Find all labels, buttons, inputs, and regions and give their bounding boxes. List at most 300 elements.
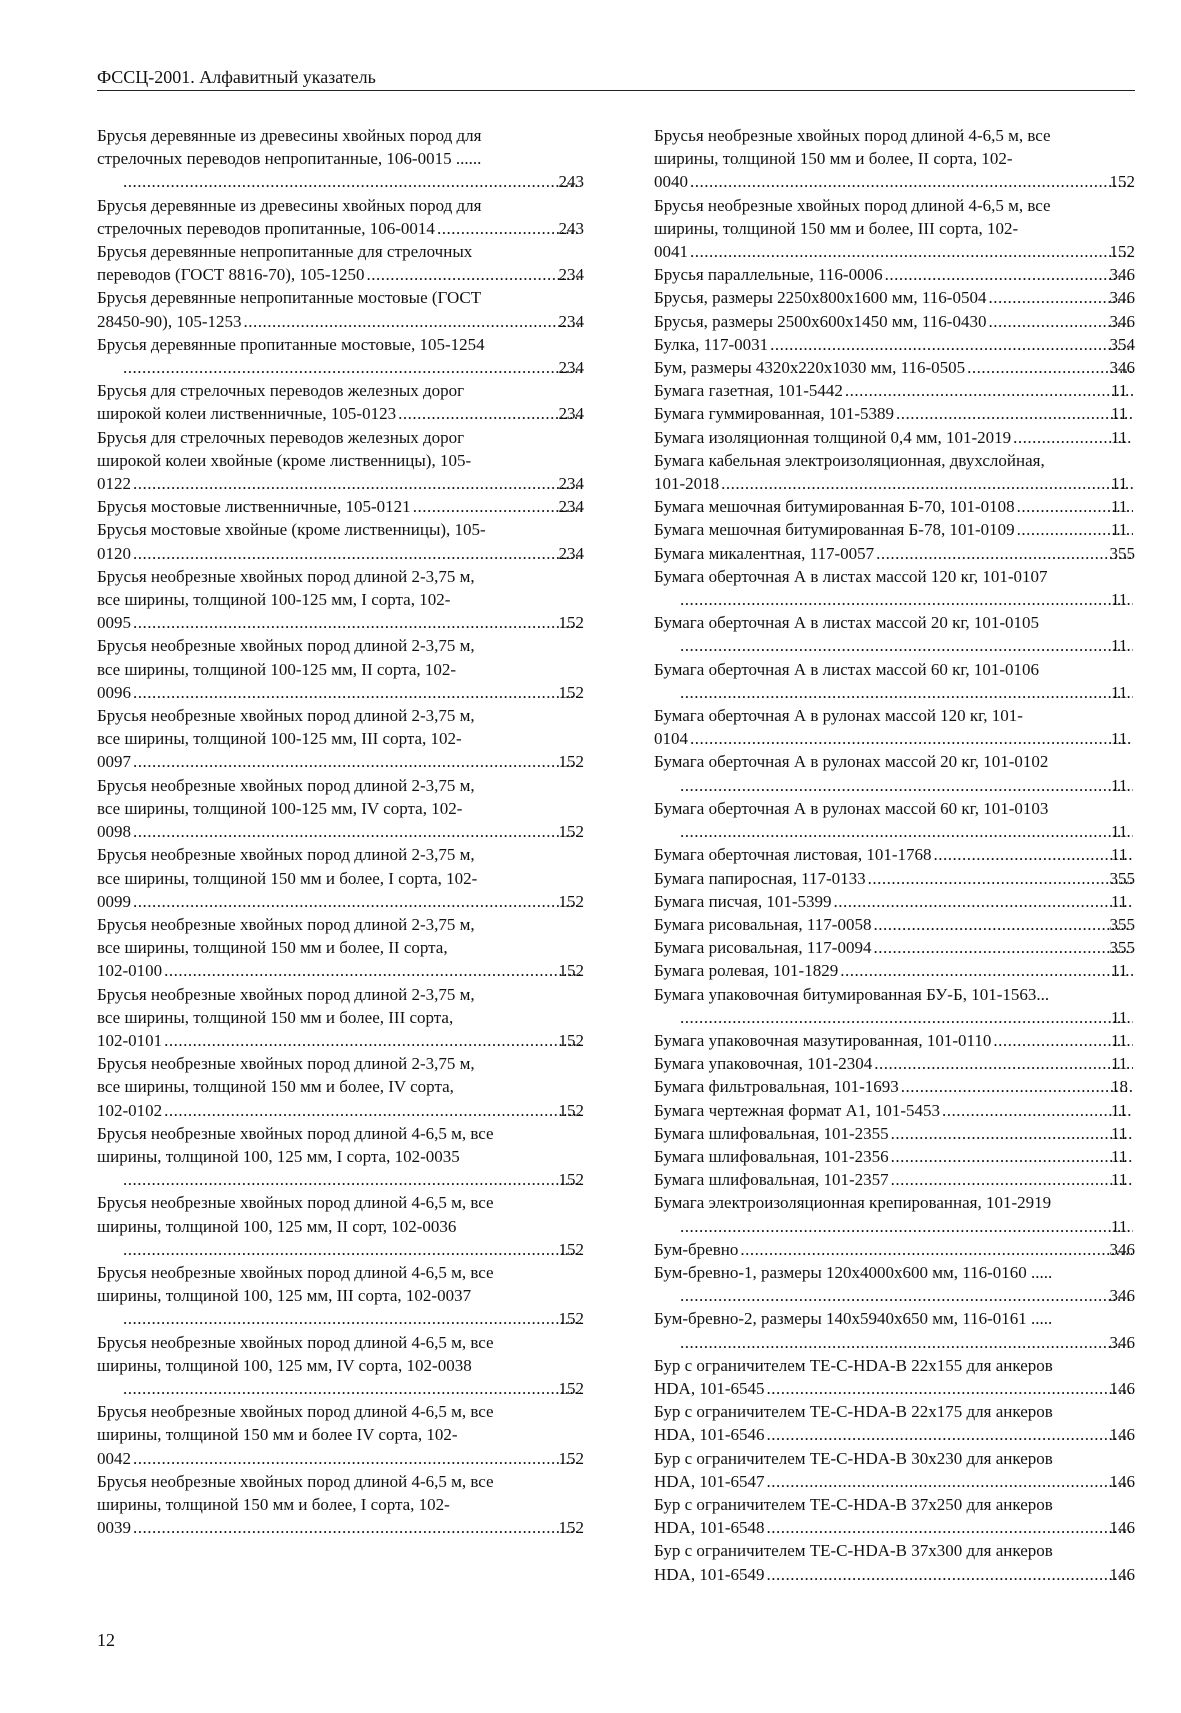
entry-leader-line	[97, 750, 584, 773]
index-entry	[654, 867, 1135, 890]
entry-text-tail: 102-0101	[97, 1030, 163, 1050]
dot-leader	[133, 750, 581, 773]
index-entry	[97, 1122, 584, 1192]
dot-leader	[133, 820, 581, 843]
entry-text-line: ширины, толщиной 150 мм и более, I сорта, 102-	[97, 1494, 450, 1514]
entry-text-tail: Бумага изоляционная толщиной 0,4 мм, 101-2019	[654, 427, 1012, 447]
entry-leader-line	[97, 472, 584, 495]
entry-text-line: Брусья необрезные хвойных пород длиной 2-3,75 м,	[97, 706, 475, 726]
entry-page-number: 346	[1109, 288, 1135, 308]
entry-page-number: 243	[558, 172, 584, 192]
entry-page-number: 146	[1109, 1425, 1135, 1445]
entry-text-line: Брусья деревянные непропитанные для стрелочных	[97, 242, 473, 262]
dot-leader	[367, 263, 581, 286]
entry-page-number: 152	[558, 752, 584, 772]
entry-text-line: Брусья деревянные непропитанные мостовые (ГОСТ	[97, 288, 482, 308]
entry-leader-line	[97, 681, 584, 704]
index-entry	[654, 333, 1135, 356]
entry-text-line: Бумага электроизоляционная крепированная, 101-2919	[654, 1193, 1052, 1213]
entry-leader-line	[654, 1563, 1135, 1586]
entry-page-number: 346	[1109, 311, 1135, 331]
dot-leader	[164, 959, 580, 982]
dot-leader	[767, 1563, 1132, 1586]
index-entry	[97, 1261, 584, 1331]
index-entry	[654, 1238, 1135, 1261]
entry-page-number: 355	[1109, 914, 1135, 934]
index-entry	[654, 542, 1135, 565]
entry-leader-line	[97, 217, 584, 240]
entry-page-number: 346	[1109, 1239, 1135, 1259]
entry-text-tail: 101-2018	[654, 474, 720, 494]
entry-leader-line: Бумага шлифовальная, 101-2357 ..... 11	[678, 1168, 1135, 1191]
index-entry	[97, 983, 584, 1053]
dot-leader	[934, 843, 1133, 866]
entry-leader-line	[654, 1238, 1135, 1261]
entry-text-line: все ширины, толщиной 150 мм и более, IV сорта,	[97, 1077, 454, 1097]
dot-leader	[767, 1377, 1132, 1400]
entry-leader-line: ..... 11	[678, 634, 1135, 657]
entry-text-tail: Брусья параллельные, 116-0006	[654, 265, 883, 285]
dot-leader	[690, 170, 1132, 193]
entry-leader-line	[97, 495, 584, 518]
entry-leader-line	[654, 286, 1135, 309]
entry-leader-line	[654, 310, 1135, 333]
dot-leader	[740, 1238, 1131, 1261]
entry-text-line: Брусья деревянные из древесины хвойных пород для	[97, 126, 482, 145]
entry-text-line: все ширины, толщиной 100-125 мм, I сорта, 102-	[97, 590, 451, 610]
entry-text-line: ширины, толщиной 100, 125 мм, IV сорта, 102-0038	[97, 1355, 472, 1375]
entry-page-number: 355	[1109, 938, 1135, 958]
entry-leader-line	[97, 1099, 584, 1122]
entry-text-line: Бумага кабельная электроизоляционная, двухслойная,	[654, 450, 1045, 470]
entry-text-line: стрелочных переводов непропитанные, 106-0015 ......	[97, 149, 482, 169]
index-entry	[97, 774, 584, 844]
index-entry	[654, 1099, 1135, 1122]
entry-text-tail: Бумага оберточная листовая, 101-1768	[654, 845, 932, 865]
entry-page-number: 146	[1109, 1471, 1135, 1491]
index-entry	[97, 1470, 584, 1540]
entry-page-number: 146	[1109, 1378, 1135, 1398]
dot-leader	[123, 356, 581, 379]
entry-leader-line: Бумага изоляционная толщиной 0,4 мм, 101-2019 ..... 11	[678, 426, 1135, 449]
dot-leader	[133, 1447, 581, 1470]
index-entry	[654, 959, 1135, 982]
entry-leader-line	[121, 170, 584, 193]
entry-text-line: Бур с ограничителем TE-C-HDA-B 37x250 для анкеров	[654, 1494, 1053, 1514]
entry-text-tail: 0098	[97, 822, 131, 842]
entry-text-tail: Бумага шлифовальная, 101-2356	[654, 1146, 889, 1166]
entry-page-number: 152	[558, 961, 584, 981]
index-entry	[97, 1191, 584, 1261]
entry-text-tail: Бумага мешочная битумированная Б-70, 101-0108	[654, 497, 1015, 517]
dot-leader	[123, 1238, 581, 1261]
dot-leader	[840, 959, 1133, 982]
dot-leader	[680, 1331, 1132, 1354]
entry-leader-line	[654, 356, 1135, 379]
entry-leader-line	[121, 1377, 584, 1400]
entry-text-line: широкой колеи хвойные (кроме лиственницы), 105-	[97, 450, 472, 470]
index-entry	[654, 1493, 1135, 1539]
index-entry	[97, 379, 584, 425]
entry-text-line: Брусья для стрелочных переводов железных дорог	[97, 427, 465, 447]
entry-text-line: Бур с ограничителем TE-C-HDA-B 22x175 для анкеров	[654, 1402, 1053, 1422]
dot-leader	[834, 890, 1133, 913]
entry-text-line: все ширины, толщиной 100-125 мм, III сорта, 102-	[97, 729, 462, 749]
index-entry	[654, 495, 1135, 518]
entry-page-number: 152	[558, 1378, 584, 1398]
entry-text-line: Брусья мостовые хвойные (кроме лиственницы), 105-	[97, 520, 486, 540]
entry-leader-line: Бумага мешочная битумированная Б-78, 101-0109 ..... 11	[678, 518, 1135, 541]
entry-text-line: Брусья необрезные хвойных пород длиной 2-3,75 м,	[97, 914, 475, 934]
entry-text-tail: HDA, 101-6549	[654, 1564, 765, 1584]
dot-leader	[873, 936, 1131, 959]
entry-page-number: 346	[1109, 358, 1135, 378]
index-entry	[654, 1307, 1135, 1353]
entry-text-line: Брусья необрезные хвойных пород длиной 2-3,75 м,	[97, 1054, 475, 1074]
entry-leader-line	[97, 820, 584, 843]
entry-page-number: 152	[558, 1448, 584, 1468]
header-title: ФССЦ-2001. Алфавитный указатель	[97, 67, 376, 87]
entry-page-number: 234	[558, 265, 584, 285]
index-entry	[654, 797, 1135, 843]
entry-leader-line	[97, 959, 584, 982]
entry-text-tail: Брусья, размеры 2500x600x1450 мм, 116-0430	[654, 311, 987, 331]
index-entry	[654, 1052, 1135, 1075]
entry-leader-line: Бумага шлифовальная, 101-2355 ..... 11	[678, 1122, 1135, 1145]
entry-text-tail: стрелочных переводов пропитанные, 106-0014	[97, 218, 435, 238]
entry-text-tail: 0122	[97, 474, 131, 494]
entry-text-line: Бум-бревно-2, размеры 140x5940x650 мм, 116-0161 .....	[654, 1309, 1053, 1329]
entry-text-line: ширины, толщиной 100, 125 мм, III сорта, 102-0037	[97, 1286, 472, 1306]
entry-text-line: ширины, толщиной 100, 125 мм, I сорта, 102-0035	[97, 1146, 460, 1166]
entry-page-number: 234	[558, 474, 584, 494]
dot-leader	[680, 774, 1133, 797]
entry-page-number: 152	[558, 1100, 584, 1120]
index-entry	[654, 565, 1135, 611]
entry-page-number: 152	[558, 613, 584, 633]
dot-leader	[721, 472, 1133, 495]
dot-leader	[868, 867, 1132, 890]
dot-leader	[133, 611, 581, 634]
index-entry	[97, 286, 584, 332]
index-entry	[97, 1052, 584, 1122]
entry-text-line: Бумага упаковочная битумированная БУ-Б, 101-1563...	[654, 984, 1050, 1004]
dot-leader	[133, 472, 581, 495]
entry-text-tail: широкой колеи лиственничные, 105-0123	[97, 404, 397, 424]
entry-text-line: Брусья необрезные хвойных пород длиной 4-6,5 м, все	[97, 1193, 494, 1213]
entry-leader-line	[97, 310, 584, 333]
dot-leader	[896, 402, 1133, 425]
entry-leader-line	[121, 1307, 584, 1330]
entry-text-line: Брусья необрезные хвойных пород длиной 4-6,5 м, все	[97, 1332, 494, 1352]
index-entry	[654, 402, 1135, 425]
index-entry	[654, 750, 1135, 796]
entry-text-tail: 0095	[97, 613, 131, 633]
entry-text-tail: Булка, 117-0031	[654, 334, 769, 354]
entry-text-tail: Бумага рисовальная, 117-0058	[654, 914, 872, 934]
entry-leader-line	[678, 1284, 1135, 1307]
entry-text-line: Бумага оберточная А в рулонах массой 120 кг, 101-	[654, 706, 1023, 726]
entry-text-line: Брусья необрезные хвойных пород длиной 2-3,75 м,	[97, 984, 475, 1004]
entry-leader-line: Бумага фильтровальная, 101-1693 ..... 18	[678, 1075, 1135, 1098]
entry-text-line: Бур с ограничителем TE-C-HDA-B 22x155 для анкеров	[654, 1355, 1053, 1375]
entry-leader-line	[654, 936, 1135, 959]
entry-text-line: Бумага оберточная А в рулонах массой 20 кг, 101-0102	[654, 752, 1049, 772]
entry-leader-line: ..... 11	[678, 820, 1135, 843]
entry-leader-line	[97, 542, 584, 565]
dot-leader	[767, 1423, 1132, 1446]
dot-leader	[123, 1377, 581, 1400]
page-header	[97, 66, 1135, 91]
entry-leader-line: 101-2018 ..... 11	[678, 472, 1135, 495]
index-entry	[97, 1400, 584, 1470]
entry-page-number: 355	[1109, 543, 1135, 563]
dot-leader	[133, 681, 581, 704]
entry-text-tail: 102-0100	[97, 961, 163, 981]
entry-text-line: Брусья необрезные хвойных пород длиной 4-6,5 м, все	[654, 195, 1051, 215]
entry-leader-line	[97, 1029, 584, 1052]
index-entry	[654, 1354, 1135, 1400]
entry-text-tail: Бум, размеры 4320x220x1030 мм, 116-0505	[654, 358, 966, 378]
entry-leader-line	[654, 240, 1135, 263]
index-entry	[654, 936, 1135, 959]
entry-leader-line: ..... 11	[678, 588, 1135, 611]
dot-leader	[680, 634, 1133, 657]
entry-text-tail: Бумага шлифовальная, 101-2357	[654, 1170, 889, 1190]
entry-page-number: 234	[558, 543, 584, 563]
index-entry	[654, 1400, 1135, 1446]
index-entry	[97, 1331, 584, 1401]
entry-leader-line: ..... 11	[678, 1215, 1135, 1238]
index-entry	[654, 1261, 1135, 1307]
dot-leader	[680, 1215, 1133, 1238]
entry-leader-line	[654, 1377, 1135, 1400]
dot-leader	[680, 820, 1133, 843]
dot-leader	[967, 356, 1131, 379]
entry-text-line: Брусья необрезные хвойных пород длиной 4-6,5 м, все	[654, 126, 1051, 145]
dot-leader	[891, 1168, 1133, 1191]
entry-text-tail: Бумага чертежная формат А1, 101-5453	[654, 1100, 940, 1120]
entry-text-tail: Бумага папиросная, 117-0133	[654, 868, 866, 888]
index-entry	[97, 634, 584, 704]
entry-text-line: Брусья деревянные из древесины хвойных пород для	[97, 195, 482, 215]
entry-text-line: ширины, толщиной 100, 125 мм, II сорт, 102-0036	[97, 1216, 457, 1236]
dot-leader	[770, 333, 1131, 356]
index-entry	[654, 194, 1135, 264]
entry-text-tail: HDA, 101-6546	[654, 1425, 765, 1445]
entry-leader-line	[654, 542, 1135, 565]
entry-text-line: Бур с ограничителем TE-C-HDA-B 37x300 для анкеров	[654, 1541, 1053, 1561]
entry-text-line: Брусья необрезные хвойных пород длиной 4-6,5 м, все	[97, 1471, 494, 1491]
entry-leader-line	[97, 1447, 584, 1470]
entry-leader-line: Бумага упаковочная мазутированная, 101-0110 ..... 11	[678, 1029, 1135, 1052]
entry-text-tail: Бумага шлифовальная, 101-2355	[654, 1123, 889, 1143]
entry-leader-line	[97, 1516, 584, 1539]
entry-text-line: ширины, толщиной 150 мм и более, II сорта, 102-	[654, 149, 1013, 169]
entry-text-line: Брусья деревянные пропитанные мостовые, 105-1254	[97, 334, 485, 354]
index-entry	[97, 240, 584, 286]
entry-text-tail: Бумага фильтровальная, 101-1693	[654, 1077, 899, 1097]
entry-text-tail: 0042	[97, 1448, 131, 1468]
entry-page-number: 152	[1109, 242, 1135, 262]
index-entry	[654, 1145, 1135, 1168]
dot-leader	[133, 542, 581, 565]
entry-text-tail: 0099	[97, 891, 131, 911]
entry-text-line: Бумага оберточная А в листах массой 120 кг, 101-0107	[654, 566, 1048, 586]
index-entry	[654, 1122, 1135, 1145]
entry-leader-line	[97, 263, 584, 286]
entry-text-line: Брусья необрезные хвойных пород длиной 4-6,5 м, все	[97, 1402, 494, 1422]
index-entry	[654, 890, 1135, 913]
entry-text-tail: Бумага упаковочная, 101-2304	[654, 1054, 873, 1074]
entry-text-line: ширины, толщиной 150 мм и более, III сорта, 102-	[654, 218, 1019, 238]
entry-leader-line	[97, 890, 584, 913]
dot-leader	[901, 1075, 1133, 1098]
entry-leader-line: Бумага ролевая, 101-1829 ..... 11	[678, 959, 1135, 982]
entry-leader-line: ..... 11	[678, 774, 1135, 797]
entry-text-line: все ширины, толщиной 150 мм и более, III сорта,	[97, 1007, 454, 1027]
dot-leader	[680, 681, 1133, 704]
index-entry	[654, 704, 1135, 750]
entry-text-tail: HDA, 101-6545	[654, 1378, 765, 1398]
dot-leader	[680, 1006, 1133, 1029]
entry-text-line: Брусья необрезные хвойных пород длиной 4-6,5 м, все	[97, 1262, 494, 1282]
entry-page-number: 146	[1109, 1564, 1135, 1584]
index-entry	[654, 913, 1135, 936]
index-entry	[97, 518, 584, 564]
entry-page-number: 152	[1109, 172, 1135, 192]
index-entry	[654, 658, 1135, 704]
entry-leader-line: Бумага упаковочная, 101-2304 ..... 11	[678, 1052, 1135, 1075]
index-entry	[654, 263, 1135, 286]
entry-leader-line: Бумага писчая, 101-5399 ..... 11	[678, 890, 1135, 913]
entry-text-tail: 28450-90), 105-1253	[97, 311, 242, 331]
dot-leader	[243, 310, 580, 333]
entry-text-line: Бумага оберточная А в рулонах массой 60 кг, 101-0103	[654, 798, 1049, 818]
entry-text-tail: Бум-бревно	[654, 1239, 739, 1259]
entry-text-line: Брусья необрезные хвойных пород длиной 4-6,5 м, все	[97, 1123, 494, 1143]
entry-text-tail: 0096	[97, 682, 131, 702]
dot-leader	[164, 1099, 580, 1122]
dot-leader	[891, 1145, 1133, 1168]
entry-page-number: 355	[1109, 868, 1135, 888]
entry-text-tail: Бумага микалентная, 117-0057	[654, 543, 875, 563]
dot-leader	[413, 495, 581, 518]
entry-text-line: Брусья необрезные хвойных пород длиной 2-3,75 м,	[97, 636, 475, 656]
dot-leader	[876, 542, 1131, 565]
dot-leader	[123, 170, 581, 193]
index-entry	[654, 1191, 1135, 1237]
entry-page-number: 234	[558, 497, 584, 517]
entry-leader-line: Бумага оберточная листовая, 101-1768 ..... 11	[678, 843, 1135, 866]
entry-page-number: 152	[558, 1309, 584, 1329]
entry-text-tail: Бумага рисовальная, 117-0094	[654, 938, 872, 958]
entry-text-tail: Бумага писчая, 101-5399	[654, 891, 832, 911]
entry-text-tail: Бумага гуммированная, 101-5389	[654, 404, 895, 424]
entry-leader-line	[654, 333, 1135, 356]
entry-page-number: 346	[1109, 1286, 1135, 1306]
entry-page-number: 243	[558, 218, 584, 238]
dot-leader	[133, 890, 581, 913]
index-entry	[97, 495, 584, 518]
dot-leader	[767, 1470, 1132, 1493]
index-entry	[654, 310, 1135, 333]
index-entry	[97, 124, 584, 194]
dot-leader	[123, 1168, 581, 1191]
page-number: 12	[97, 1630, 115, 1650]
entry-text-tail: 102-0102	[97, 1100, 163, 1120]
entry-page-number: 152	[558, 682, 584, 702]
entry-text-line: Брусья необрезные хвойных пород длиной 2-3,75 м,	[97, 566, 475, 586]
entry-text-line: Бумага оберточная А в листах массой 60 кг, 101-0106	[654, 659, 1040, 679]
entry-text-line: Брусья необрезные хвойных пород длиной 2-3,75 м,	[97, 845, 475, 865]
entry-text-tail: Бумага упаковочная мазутированная, 101-0110	[654, 1030, 992, 1050]
entry-text-tail: Бумага газетная, 101-5442	[654, 381, 843, 401]
index-entry	[97, 426, 584, 496]
entry-leader-line	[654, 867, 1135, 890]
entry-leader-line: Бумага гуммированная, 101-5389 ..... 11	[678, 402, 1135, 425]
index-entry	[654, 1075, 1135, 1098]
index-entry	[97, 565, 584, 635]
entry-leader-line	[678, 1331, 1135, 1354]
dot-leader	[398, 402, 580, 425]
dot-leader	[680, 1284, 1132, 1307]
entry-leader-line: ..... 11	[678, 1006, 1135, 1029]
dot-leader	[891, 1122, 1133, 1145]
entry-leader-line: Бумага газетная, 101-5442 ..... 11	[678, 379, 1135, 402]
dot-leader	[885, 263, 1132, 286]
index-entry	[654, 518, 1135, 541]
dot-leader	[845, 379, 1133, 402]
entry-text-tail: переводов (ГОСТ 8816-70), 105-1250	[97, 265, 365, 285]
entry-leader-line	[121, 356, 584, 379]
entry-leader-line	[654, 1470, 1135, 1493]
entry-text-line: ширины, толщиной 150 мм и более IV сорта, 102-	[97, 1425, 458, 1445]
index-entry	[654, 379, 1135, 402]
entry-leader-line: Бумага мешочная битумированная Б-70, 101-0108 ..... 11	[678, 495, 1135, 518]
entry-leader-line: Бумага шлифовальная, 101-2356 ..... 11	[678, 1145, 1135, 1168]
dot-leader	[690, 727, 1133, 750]
index-entry	[654, 1029, 1135, 1052]
entry-page-number: 146	[1109, 1518, 1135, 1538]
entry-page-number: 152	[558, 1030, 584, 1050]
entry-text-tail: 0039	[97, 1518, 131, 1538]
index-entry	[654, 286, 1135, 309]
index-entry	[97, 333, 584, 379]
entry-page-number: 346	[1109, 1332, 1135, 1352]
entry-text-line: Бур с ограничителем TE-C-HDA-B 30x230 для анкеров	[654, 1448, 1053, 1468]
index-entry	[97, 704, 584, 774]
entry-text-line: Бум-бревно-1, размеры 120x4000x600 мм, 116-0160 .....	[654, 1262, 1053, 1282]
entry-leader-line	[121, 1168, 584, 1191]
dot-leader	[123, 1307, 581, 1330]
entry-page-number: 152	[558, 1518, 584, 1538]
entry-text-tail: 0097	[97, 752, 131, 772]
index-column-right	[654, 124, 1135, 1586]
dot-leader	[767, 1516, 1132, 1539]
index-entry	[654, 1447, 1135, 1493]
index-entry	[654, 611, 1135, 657]
entry-text-line: все ширины, толщиной 150 мм и более, II сорта,	[97, 938, 448, 958]
entry-text-tail: 0040	[654, 172, 688, 192]
entry-leader-line	[654, 170, 1135, 193]
entry-text-line: Брусья необрезные хвойных пород длиной 2-3,75 м,	[97, 775, 475, 795]
entry-text-tail: Брусья, размеры 2250x800x1600 мм, 116-0504	[654, 288, 987, 308]
entry-leader-line: ..... 11	[678, 681, 1135, 704]
entry-text-line: все ширины, толщиной 100-125 мм, IV сорта, 102-	[97, 798, 463, 818]
index-entry	[97, 194, 584, 240]
entry-page-number: 234	[558, 311, 584, 331]
